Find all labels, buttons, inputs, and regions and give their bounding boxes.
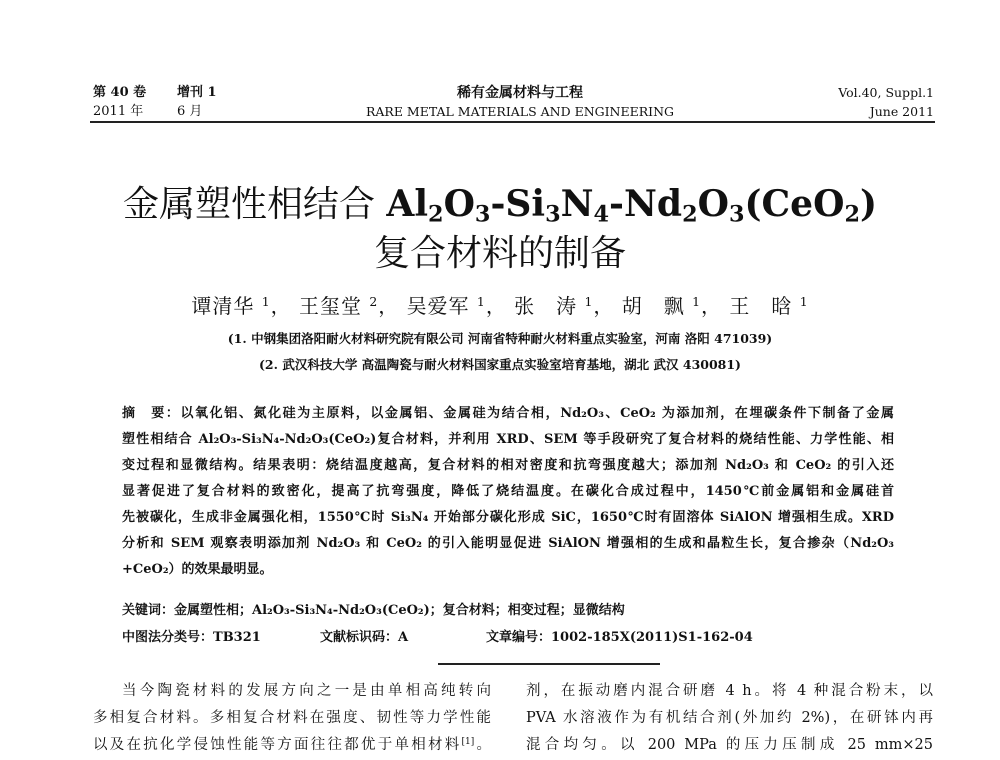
abstract-line: 塑性相结合 Al₂O₃-Si₃N₄-Nd₂O₃(CeO₂)复合材料，并利用 XRD、SEM 等手段研究了复合材料的烧结性能、力学性能、相 bbox=[122, 432, 894, 447]
journal-name-en: RARE METAL MATERIALS AND ENGINEERING bbox=[365, 104, 675, 119]
author: 胡 飘 $^1$ bbox=[621, 294, 702, 318]
article-number: 文章编号：1002-185X(2011)S1-162-04 bbox=[486, 630, 753, 645]
abstract-label: 摘 要： bbox=[122, 406, 181, 421]
body-line: 以及在抗化学侵蚀性能等方面往往都优于单相材料[1]。 bbox=[93, 737, 492, 753]
issue-label: 增刊 1 bbox=[177, 85, 217, 100]
author: 吴爱军 $^1$ bbox=[406, 294, 486, 318]
keywords-label: 关键词： bbox=[122, 603, 175, 618]
body-column-right bbox=[526, 678, 933, 759]
volume-label: 第 40 卷 bbox=[93, 85, 147, 100]
paper-title-line2: 复合材料的制备 bbox=[373, 233, 626, 274]
body-line: 混合均匀。以 200 MPa 的压力压制成 25 mm×25 bbox=[526, 737, 933, 753]
keywords-text: 金属塑性相；Al₂O₃-Si₃N₄-Nd₂O₃(CeO₂)；复合材料；相变过程；显微结构 bbox=[174, 603, 625, 618]
abstract-line: 变过程和显微结构。结果表明：烧结温度越高，复合材料的相对密度和抗弯强度越大；添加剂 Nd₂O₃ 和 CeO₂ 的引入还 bbox=[122, 458, 894, 473]
affiliation-2: (2. 武汉科技大学 高温陶瓷与耐火材料国家重点实验室培育基地，湖北 武汉 430081) bbox=[259, 357, 741, 372]
header-rule bbox=[90, 121, 935, 123]
author: 谭清华 $^1$ bbox=[191, 294, 271, 318]
author: 张 涛 $^1$ bbox=[514, 294, 594, 318]
body-line: PVA 水溶液作为有机结合剂(外加约 2%)，在研钵内再 bbox=[526, 710, 933, 726]
abstract-line: +CeO₂）的效果最明显。 bbox=[122, 562, 273, 577]
year-label: 2011 年 bbox=[93, 104, 144, 119]
author: 王 晗 $^1$ bbox=[729, 294, 809, 318]
body-column-left bbox=[93, 678, 491, 759]
abstract-line: 先被碳化，生成非金属强化相，1550℃时 Si₃N₄ 开始部分碳化形成 SiC，1650℃时有固溶体 SiAlON 增强相生成。XRD bbox=[122, 510, 894, 525]
month-label: 6 月 bbox=[177, 104, 203, 119]
title-text-cn: 金属塑性相结合 bbox=[122, 184, 375, 225]
body-line: 多相复合材料。多相复合材料在强度、韧性等力学性能 bbox=[93, 710, 491, 726]
volume-en: Vol.40, Suppl.1 bbox=[838, 85, 934, 100]
body-line: 剂，在振动磨内混合研磨 4 h。将 4 种混合粉末，以 bbox=[526, 683, 933, 699]
journal-name-cn: 稀有金属材料与工程 bbox=[457, 85, 583, 101]
keywords bbox=[122, 603, 625, 619]
paper-title-line1 bbox=[60, 183, 940, 226]
clc-code: 中图法分类号：TB321 bbox=[122, 630, 261, 645]
section-separator bbox=[438, 663, 660, 665]
affiliation-1: (1. 中钢集团洛阳耐火材料研究院有限公司 河南省特种耐火材料重点实验室，河南 洛阳 471039) bbox=[227, 331, 773, 346]
title-formula: $Al_2O_3-Si_3N_4-Nd_2O_3(CeO_2)$ bbox=[386, 183, 878, 228]
citation-ref: [1] bbox=[461, 737, 475, 748]
abstract-line: 分析和 SEM 观察表明添加剂 Nd₂O₃ 和 CeO₂ 的引入能明显促进 SiAlON 增强相的生成和晶粒生长，复合掺杂（Nd₂O₃ bbox=[122, 536, 894, 551]
date-en: June 2011 bbox=[869, 104, 934, 119]
author-list: 谭清华 $^1$， 王玺堂 $^2$， 吴爱军 $^1$， 张 涛 $^1$， 胡 飘 $^1$， 王 晗 $^1$ bbox=[191, 294, 809, 318]
abstract-line: 显著促进了复合材料的致密化，提高了抗弯强度，降低了烧结温度。在碳化合成过程中，1450℃前金属铝和金属硅首 bbox=[122, 484, 894, 499]
author: 王玺堂 $^2$ bbox=[298, 294, 379, 318]
abstract bbox=[122, 401, 894, 583]
abstract-line: 摘 要：以氧化铝、氮化硅为主原料，以金属铝、金属硅为结合相，Nd₂O₃、CeO₂ 为添加剂，在埋碳条件下制备了金属 bbox=[122, 406, 894, 421]
document-code: 文献标识码：A bbox=[320, 630, 409, 645]
body-line: 当今陶瓷材料的发展方向之一是由单相高纯转向 bbox=[122, 683, 491, 699]
